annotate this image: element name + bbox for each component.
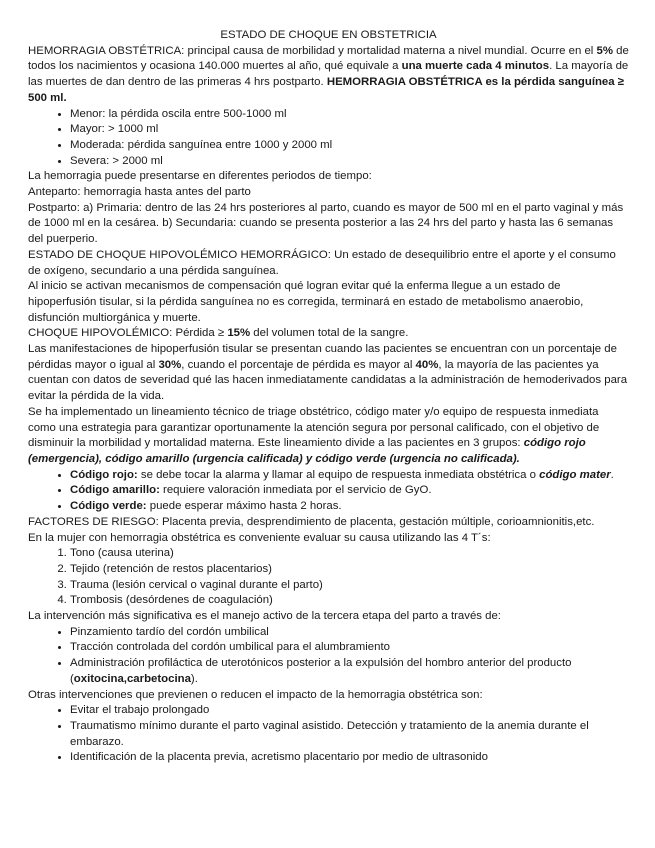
text: de todos los nacimientos y ocasiona 140.000 muertes al año, qué equivale a xyxy=(28,44,629,73)
list-item: • Menor: la pérdida oscila entre 500-1000 ml xyxy=(70,107,629,123)
paragraph-factores-riesgo: FACTORES DE RIESGO: Placenta previa, desprendimiento de placenta, gestación múltiple, corioamnionitis,etc. xyxy=(28,515,595,528)
list-item: • Identificación de la placenta previa, acretismo placentario por medio de ultrasonido xyxy=(70,750,629,766)
interventions-list xyxy=(28,625,629,688)
list-item: • Tracción controlada del cordón umbilical para el alumbramiento xyxy=(70,640,629,656)
text: , la mayoría de las pacientes ya cuentan con datos de severidad qué las hacen inmediatamente candidatas a la administración de hemoderivados para evitar la pérdida de la vida. xyxy=(28,358,628,403)
text: . La mayoría de las muertes de dan dentro de las primeras 4 hrs postparto. xyxy=(28,60,629,89)
list-item-codigo-amarillo xyxy=(70,483,629,499)
four-t-list xyxy=(28,546,629,609)
list-item: 3. Trauma (lesión cervical o vaginal durante el parto) xyxy=(70,578,629,594)
list-item: 1. Tono (causa uterina) xyxy=(70,546,629,562)
paragraph-anteparto: Anteparto: hemorragia hasta antes del parto xyxy=(28,186,251,199)
list-item: 4. Trombosis (desórdenes de coagulación) xyxy=(70,593,629,609)
bold-text: una muerte cada 4 minutos xyxy=(401,60,550,73)
list-item: • Mayor: > 1000 ml xyxy=(70,122,629,138)
paragraph-manifestaciones xyxy=(28,342,629,405)
paragraph-compensacion: Al inicio se activan mecanismos de compensación qué logran evitar qué la enferma llegue a un estado de hipoperfusión tisular, si la pérdida sanguínea no es corregida, terminará en estado de metabolismo anaerobio, disfunción multiorgánica y muerte. xyxy=(28,280,584,324)
text: Las manifestaciones de hipoperfusión tisular se presentan cuando las pacientes se encuentran con un porcentaje de pérdidas mayor o igual al xyxy=(28,343,617,371)
list-item: • Moderada: pérdida sanguínea entre 1000 y 2000 ml xyxy=(70,138,629,154)
text: Se ha implementado un lineamiento técnico de triage obstétrico, código mater y/o equipo de respuesta inmediata como una estrategia para garantizar oportunamente la atención segura por personal calificado, con el objetivo de disminuir la morbilidad y mortalidad materna. Este lineamiento divide a las pacientes en 3 grupos: xyxy=(28,405,600,450)
text: , cuando el porcentaje de pérdida es mayor al xyxy=(181,358,416,371)
text: se debe tocar la alarma y llamar al equipo de respuesta inmediata obstétrica o xyxy=(137,468,540,481)
list-item xyxy=(70,656,629,687)
list-item: • Traumatismo mínimo durante el parto vaginal asistido. Detección y tratamiento de la anemia durante el embarazo. xyxy=(70,719,629,750)
list-item-codigo-verde xyxy=(70,499,629,515)
bold-text: oxitocina,carbetocina xyxy=(73,672,191,685)
text: ). xyxy=(190,672,198,685)
text: requiere valoración inmediata por el servicio de GyO. xyxy=(159,484,432,497)
bold-text: 5% xyxy=(596,44,613,57)
text: CHOQUE HIPOVOLÉMICO: Pérdida ≥ xyxy=(28,327,228,340)
paragraph-intervencion: La intervención más significativa es el manejo activo de la tercera etapa del parto a través de: xyxy=(28,610,501,623)
list-item: • Evitar el trabajo prolongado xyxy=(70,703,629,719)
paragraph-hemorragia xyxy=(28,44,629,107)
paragraph-triage xyxy=(28,405,629,468)
code-label: Código verde: xyxy=(70,500,147,513)
text: del volumen total de la sangre. xyxy=(250,327,409,340)
paragraph-postparto: Postparto: a) Primaria: dentro de las 24 hrs posteriores al parto, cuando es mayor de 500 ml en el parto vaginal y más de 1000 ml en la cesárea. b) Secundaria: cuando se presenta posterior a las 24 hrs del parto y hasta las 6 semanas del puerperio. xyxy=(28,201,624,246)
bold-text: 15% xyxy=(227,327,251,340)
severity-list xyxy=(28,107,629,170)
text: HEMORRAGIA OBSTÉTRICA: principal causa de morbilidad y mortalidad materna a nivel mundial. Ocurre en el xyxy=(28,44,597,57)
paragraph-choque-hemorragico: ESTADO DE CHOQUE HIPOVOLÉMICO HEMORRÁGICO: Un estado de desequilibrio entre el aporte y el consumo de oxígeno, secundario a una pérdida sanguínea. xyxy=(28,248,616,277)
list-item: 2. Tejido (retención de restos placentarios) xyxy=(70,562,629,578)
list-item: • Pinzamiento tardío del cordón umbilical xyxy=(70,625,629,641)
code-label: Código rojo: xyxy=(70,468,138,481)
bold-italic-text: código rojo (emergencia), código amarillo (urgencia calificada) y código verde (urgencia no calificada). xyxy=(28,437,586,465)
list-item: • Severa: > 2000 ml xyxy=(70,154,629,170)
paragraph-choque-hipovolemico xyxy=(28,326,629,342)
paragraph-4ts: En la mujer con hemorragia obstétrica es conveniente evaluar su causa utilizando las 4 T´s: xyxy=(28,531,491,544)
code-label: Código amarillo: xyxy=(70,484,160,497)
list-item-codigo-rojo xyxy=(70,468,629,484)
paragraph-otras-intervenciones: Otras intervenciones que previenen o reducen el impacto de la hemorragia obstétrica son: xyxy=(28,688,483,701)
text: Administración profiláctica de uterotónicos posterior a la expulsión del hombro anterior del producto ( xyxy=(70,657,572,685)
bold-italic-text: código mater xyxy=(539,468,611,481)
bold-text: 40% xyxy=(415,358,439,371)
bold-text: HEMORRAGIA OBSTÉTRICA es la pérdida sanguínea ≥ 500 ml. xyxy=(28,76,625,104)
page-title: ESTADO DE CHOQUE EN OBSTETRICIA xyxy=(220,29,437,41)
codes-list xyxy=(28,468,629,515)
text: . xyxy=(610,468,614,481)
other-interventions-list xyxy=(28,703,629,766)
paragraph-periodos: La hemorragia puede presentarse en diferentes periodos de tiempo: xyxy=(28,170,372,183)
bold-text: 30% xyxy=(158,358,182,371)
text: puede esperar máximo hasta 2 horas. xyxy=(146,500,342,513)
